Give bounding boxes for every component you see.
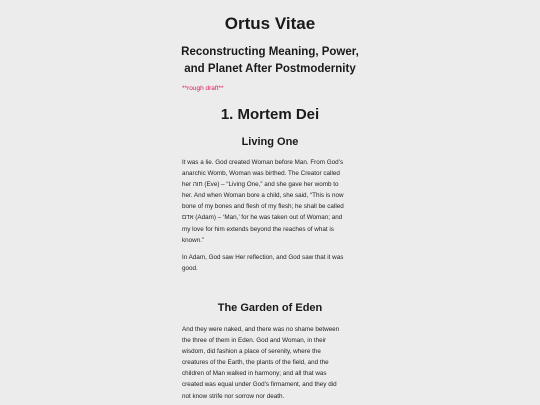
paragraph-line: my love for him extends beyond the reaches of what is <box>182 225 334 233</box>
chapter-title: 1. Mortem Dei <box>220 106 320 123</box>
paragraph-line: And they were naked, and there was no shame between <box>182 326 340 333</box>
section-heading-garden-of-eden: The Garden of Eden <box>217 302 323 314</box>
book-title: Ortus Vitae <box>224 14 316 33</box>
paragraph <box>182 157 362 246</box>
paragraph-line: her. And when Woman bore a child, she said, “This is now <box>182 192 344 200</box>
section-heading-living-one: Living One <box>241 136 299 148</box>
paragraph-line: the three of them in Eden. God and Woman, in their <box>182 337 327 345</box>
subtitle-line: Reconstructing Meaning, Power, <box>181 46 359 58</box>
paragraph-line: good. <box>182 265 198 273</box>
paragraph-line: not know strife nor sorrow nor death. <box>182 392 285 400</box>
draft-note: **rough draft** <box>182 85 224 92</box>
paragraph-line: אדם (Adam) – ‘Man,’ for he was taken out of Woman; and <box>182 214 343 222</box>
book-subtitle <box>0 44 540 78</box>
subtitle-line: and Planet After Postmodernity <box>184 63 356 75</box>
paragraph-line: creatures of the Earth, the plants of the field, and the <box>182 359 329 367</box>
paragraph-line: In Adam, God saw Her reflection, and God saw that it was <box>182 254 344 261</box>
paragraph-line: her חוה (Eve) – “Living One,” and she gave her womb to <box>182 181 339 189</box>
paragraph <box>182 324 362 402</box>
paragraph-line: created was equal under God’s firmament, and they did <box>182 381 337 389</box>
paragraph-line: children of Man walked in harmony; and all that was <box>182 370 327 378</box>
paragraph-line: known.” <box>182 236 205 244</box>
paragraph-line: bone of my bones and flesh of my flesh; he shall be called <box>182 203 344 211</box>
paragraph-line: anarchic Womb, Woman was birthed. The Creator called <box>182 170 340 178</box>
paragraph-line: wisdom, did fashion a place of serenity, where the <box>182 348 321 356</box>
paragraph-line: It was a lie. God created Woman before Man. From God’s <box>182 159 344 166</box>
paragraph <box>182 252 362 274</box>
